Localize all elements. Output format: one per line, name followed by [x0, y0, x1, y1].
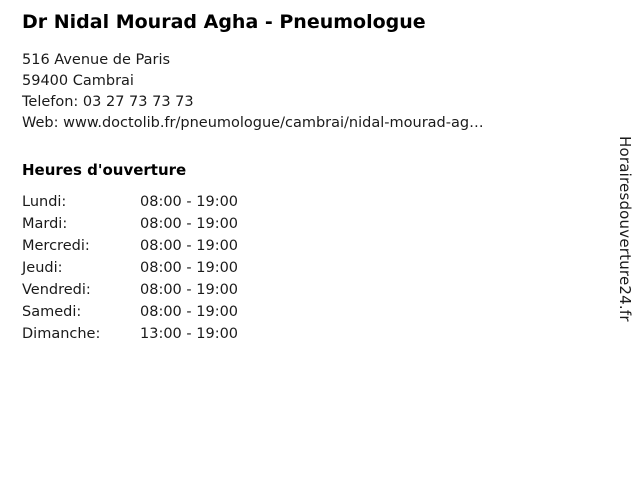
- table-row: [22, 323, 320, 345]
- time-value: 08:00 - 19:00: [140, 194, 239, 210]
- table-row: [22, 235, 320, 257]
- table-row: [22, 213, 320, 235]
- address-line-city: 59400 Cambrai: [22, 73, 134, 89]
- day-label: Dimanche:: [22, 326, 101, 342]
- day-label: Samedi:: [22, 304, 82, 320]
- website-line: Web: www.doctolib.fr/pneumologue/cambrai/nidal-mourad-ag…: [22, 115, 484, 131]
- time-value: 08:00 - 19:00: [140, 216, 239, 232]
- table-row: [22, 191, 320, 213]
- opening-hours-table: [22, 191, 320, 345]
- time-value: 08:00 - 19:00: [140, 304, 239, 320]
- table-row: [22, 257, 320, 279]
- page-title: Dr Nidal Mourad Agha - Pneumologue: [22, 11, 426, 33]
- phone-line: Telefon: 03 27 73 73 73: [22, 94, 194, 110]
- table-row: [22, 279, 320, 301]
- time-value: 13:00 - 19:00: [140, 326, 239, 342]
- time-value: 08:00 - 19:00: [140, 260, 239, 276]
- day-label: Mardi:: [22, 216, 68, 232]
- watermark-brand: Horairesdouverture24.fr: [616, 136, 634, 322]
- day-label: Lundi:: [22, 194, 67, 210]
- time-value: 08:00 - 19:00: [140, 238, 239, 254]
- address-line-street: 516 Avenue de Paris: [22, 52, 171, 68]
- opening-hours-heading: Heures d'ouverture: [22, 161, 187, 179]
- table-row: [22, 301, 320, 323]
- time-value: 08:00 - 19:00: [140, 282, 239, 298]
- card-content: [22, 10, 592, 345]
- day-label: Mercredi:: [22, 238, 90, 254]
- day-label: Vendredi:: [22, 282, 91, 298]
- day-label: Jeudi:: [22, 260, 63, 276]
